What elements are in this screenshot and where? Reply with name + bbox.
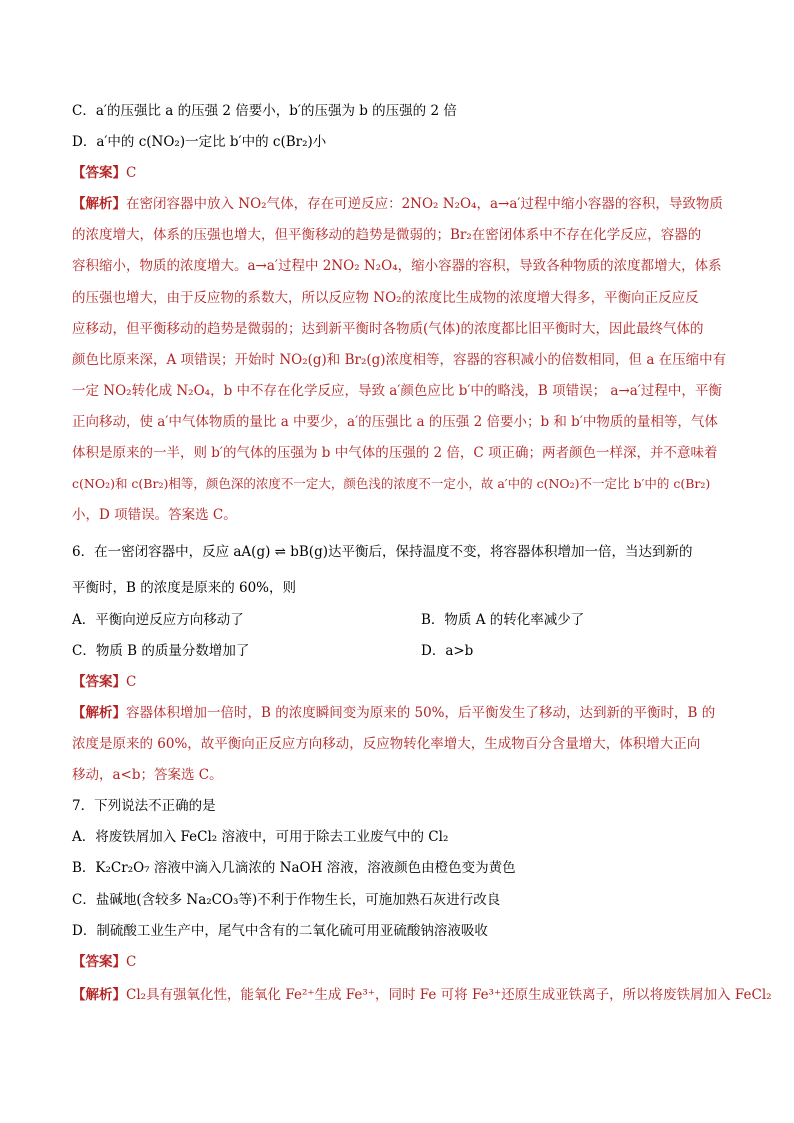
- q7-stem: 7．下列说法不正确的是: [72, 798, 216, 814]
- answer-tag: 【答案】: [72, 165, 126, 181]
- analysis-tag: 【解析】: [72, 987, 126, 1003]
- q5-option-d: D．a′中的 c(NO₂)一定比 b′中的 c(Br₂)小: [72, 134, 327, 150]
- analysis-tag: 【解析】: [72, 705, 126, 721]
- q6-option-b: B．物质 A 的转化率减少了: [421, 612, 585, 628]
- q6-options-row-2: [72, 641, 474, 661]
- q6-analysis-line-3: 移动，a<b；答案选 C。: [72, 767, 223, 783]
- answer-tag: 【答案】: [72, 674, 126, 690]
- q7-analysis-line-1: 【解析】Cl₂具有强氧化性，能氧化 Fe²⁺生成 Fe³⁺，同时 Fe 可将 Fe³⁺还原生成亚铁离子，所以将废铁屑加入 FeCl₂: [72, 987, 772, 1003]
- q5-analysis-line-10: c(NO₂)和 c(Br₂)相等，颜色深的浓度不一定大，颜色浅的浓度不一定小，故 a′中的 c(NO₂)不一定比 b′中的 c(Br₂): [72, 476, 711, 491]
- q5-analysis-line-6: 颜色比原来深，A 项错误；开始时 NO₂(g)和 Br₂(g)浓度相等，容器的容积减小的倍数相同，但 a 在压缩中有: [72, 352, 727, 368]
- q7-option-a: A．将废铁屑加入 FeCl₂ 溶液中，可用于除去工业废气中的 Cl₂: [72, 829, 449, 845]
- answer-tag: 【答案】: [72, 954, 126, 970]
- q5-analysis-line-8: 正向移动，使 a′中气体物质的量比 a 中要少，a′的压强比 a 的压强 2 倍要小；b 和 b′中物质的量相等，气体: [72, 414, 718, 430]
- q5-analysis-line-11: 小，D 项错误。答案选 C。: [72, 507, 237, 523]
- q7-option-d: D．制硫酸工业生产中，尾气中含有的二氧化硫可用亚硫酸钠溶液吸收: [72, 923, 488, 939]
- q5-analysis-line-5: 应移动，但平衡移动的趋势是微弱的；达到新平衡时各物质(气体)的浓度都比旧平衡时大，因此最终气体的: [72, 321, 704, 337]
- q6-options-row-1: [72, 610, 585, 630]
- q6-analysis-line-2: 浓度是原来的 60%，故平衡向正反应方向移动，反应物转化率增大，生成物百分含量增大，体积增大正向: [72, 736, 701, 752]
- q6-answer: [72, 672, 136, 692]
- q7-option-b: B．K₂Cr₂O₇ 溶液中滴入几滴浓的 NaOH 溶液，溶液颜色由橙色变为黄色: [72, 860, 516, 876]
- q5-analysis-line-3: 容积缩小，物质的浓度增大。a→a′过程中 2NO₂ N₂O₄，缩小容器的容积，导致各种物质的浓度都增大，体系: [72, 258, 722, 274]
- q5-analysis-line-2: 的浓度增大，体系的压强也增大，但平衡移动的趋势是微弱的；Br₂在密闭体系中不存在化学反应，容器的: [72, 227, 702, 243]
- answer-value: C: [126, 674, 137, 690]
- q6-analysis-line-1: 【解析】容器体积增加一倍时，B 的浓度瞬间变为原来的 50%，后平衡发生了移动，达到新的平衡时，B 的: [72, 705, 716, 721]
- analysis-tag: 【解析】: [72, 196, 126, 212]
- q5-analysis-line-1: 【解析】在密闭容器中放入 NO₂气体，存在可逆反应：2NO₂ N₂O₄，a→a′过程中缩小容器的容积，导致物质: [72, 196, 723, 212]
- q6-option-c: C．物质 B 的质量分数增加了: [72, 643, 250, 659]
- q6-stem-line-2: 平衡时，B 的浓度是原来的 60%，则: [72, 580, 297, 596]
- q6-option-a: A．平衡向逆反应方向移动了: [72, 612, 244, 628]
- q7-option-c: C．盐碱地(含较多 Na₂CO₃等)不利于作物生长，可施加熟石灰进行改良: [72, 892, 501, 908]
- q5-analysis-line-7: 一定 NO₂转化成 N₂O₄，b 中不存在化学反应，导致 a′颜色应比 b′中的略浅，B 项错误； a→a′过程中，平衡: [72, 383, 722, 399]
- q6-option-d: D．a>b: [421, 643, 474, 659]
- q5-answer: [72, 163, 136, 183]
- q5-analysis-line-9: 体积是原来的一半，则 b′的气体的压强为 b 中气体的压强的 2 倍，C 项正确；两者颜色一样深，并不意味着: [72, 445, 718, 461]
- q5-option-c: C．a′的压强比 a 的压强 2 倍要小，b′的压强为 b 的压强的 2 倍: [72, 103, 457, 119]
- q6-stem-line-1: 6．在一密闭容器中，反应 aA(g) ⇌ bB(g)达平衡后，保持温度不变，将容器体积增加一倍，当达到新的: [72, 544, 693, 560]
- answer-value: C: [126, 954, 137, 970]
- answer-value: C: [126, 165, 137, 181]
- q5-analysis-line-4: 的压强也增大，由于反应物的系数大，所以反应物 NO₂的浓度比生成物的浓度增大得多，平衡向正反应反: [72, 290, 699, 306]
- q7-answer: [72, 952, 136, 972]
